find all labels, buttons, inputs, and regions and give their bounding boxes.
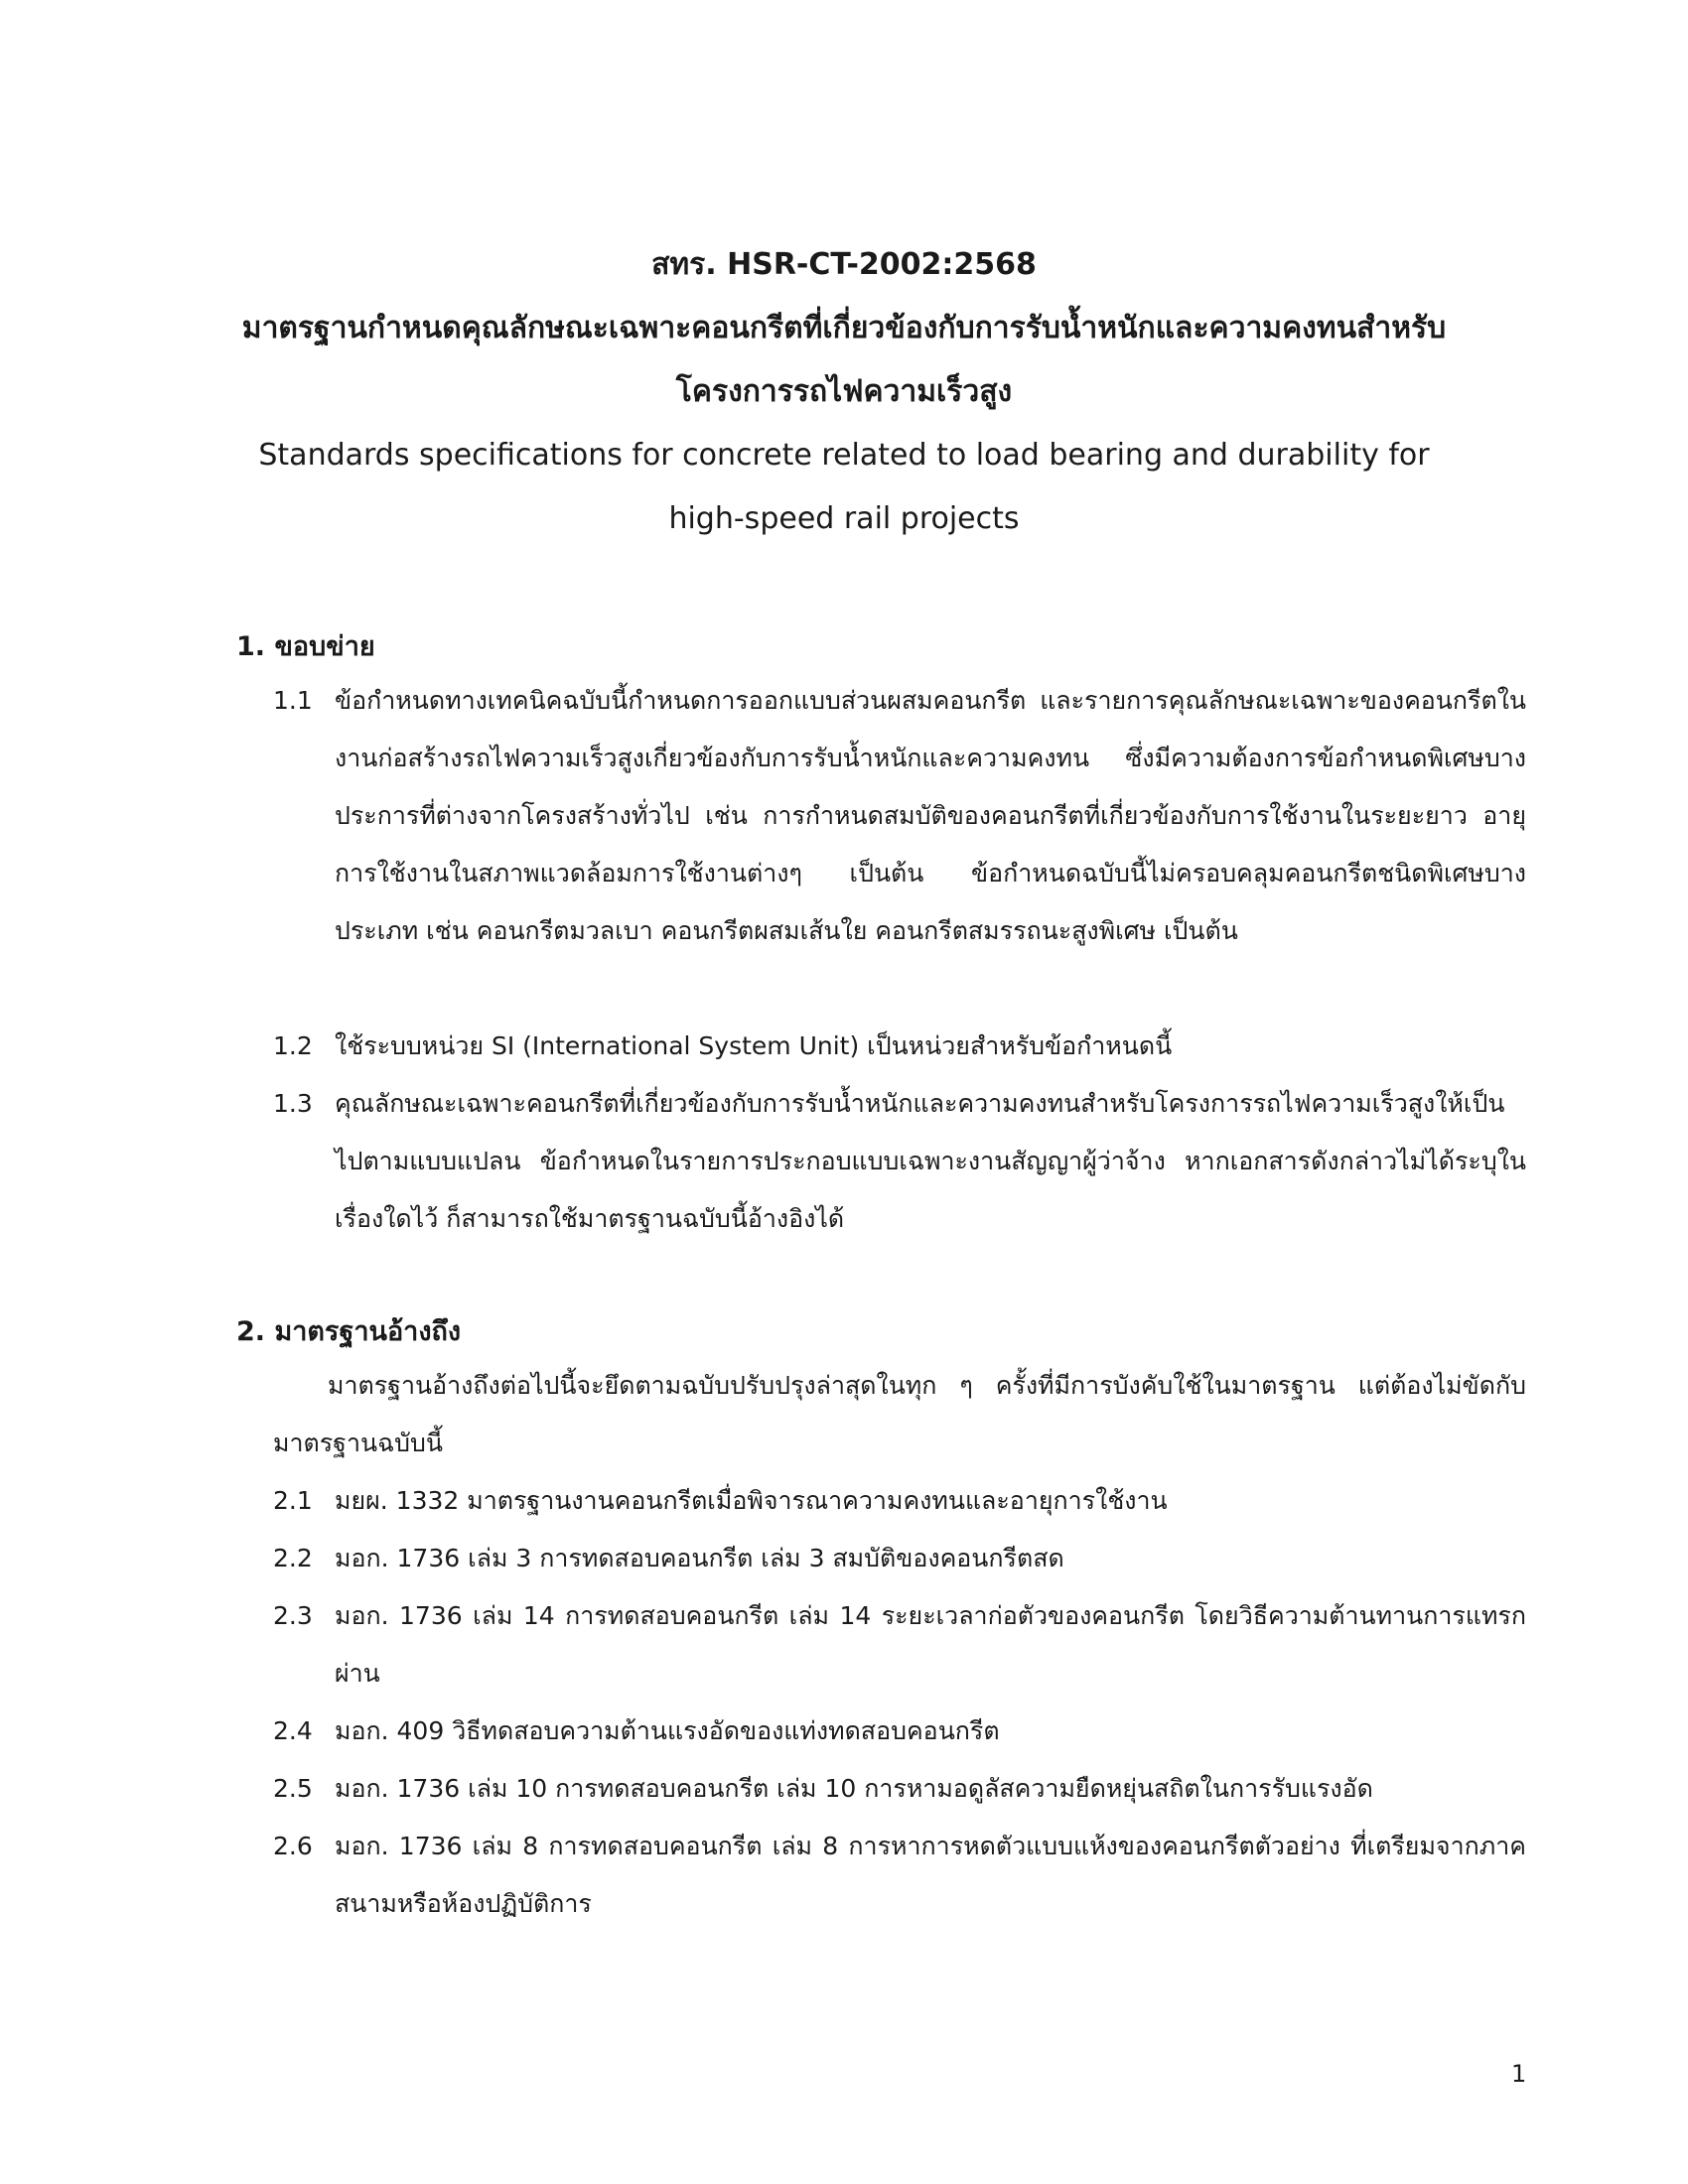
section-intro — [273, 1357, 1526, 1472]
section-heading-references: 2. มาตรฐานอ้างถึง — [236, 1316, 462, 1347]
page-number: 1 — [1511, 2060, 1527, 2088]
item-text: ข้อกำหนดทางเทคนิคฉบับนี้กำหนดการออกแบบส่วนผสมคอนกรีต และรายการคุณลักษณะเฉพาะของคอนกรีตในงานก่อสร้างรถไฟความเร็วสูงเกี่ยวข้องกับการรับน้ำหนักและความคงทน ซึ่งมีความต้องการข้อกำหนดพิเศษบางประการที่ต่างจากโครงสร้างทั่วไป เช่น การกำหนดสมบัติของคอนกรีตที่เกี่ยวข้องกับการใช้งานในระยะยาว อายุการใช้งานในสภาพแวดล้อมการใช้งานต่างๆ เป็นต้น ข้อกำหนดฉบับนี้ไม่ครอบคลุมคอนกรีตชนิดพิเศษบางประเภท เช่น คอนกรีตมวลเบา คอนกรีตผสมเส้นใย คอนกรีตสมรรถนะสูงพิเศษ เป็นต้น — [335, 686, 1526, 945]
list-item — [273, 1075, 1526, 1248]
document-code: สทร. HSR-CT-2002:2568 — [651, 247, 1037, 282]
item-text: มอก. 1736 เล่ม 14 การทดสอบคอนกรีต เล่ม 14 ระยะเวลาก่อตัวของคอนกรีต โดยวิธีความต้านทานการแทรกผ่าน — [335, 1601, 1526, 1688]
item-number: 1.2 — [273, 1031, 313, 1060]
item-number: 2.2 — [273, 1544, 313, 1572]
title-english-line-2: high-speed rail projects — [668, 501, 1020, 536]
title-block — [0, 233, 1688, 551]
item-number: 1.3 — [273, 1089, 313, 1118]
item-text: มยผ. 1332 มาตรฐานงานคอนกรีตเมื่อพิจารณาความคงทนและอายุการใช้งาน — [335, 1486, 1168, 1515]
list-item — [273, 1760, 1526, 1818]
list-item — [273, 1703, 1526, 1760]
list-item — [273, 1587, 1526, 1703]
item-text: มอก. 1736 เล่ม 10 การทดสอบคอนกรีต เล่ม 10 การหามอดูลัสความยืดหยุ่นสถิตในการรับแรงอัด — [335, 1774, 1373, 1803]
item-number: 2.6 — [273, 1832, 313, 1860]
item-number: 2.4 — [273, 1716, 313, 1745]
item-text: ใช้ระบบหน่วย SI (International System Unit) เป็นหน่วยสำหรับข้อกำหนดนี้ — [335, 1031, 1173, 1060]
intro-text: มาตรฐานอ้างถึงต่อไปนี้จะยึดตามฉบับปรับปรุงล่าสุดในทุก ๆ ครั้งที่มีการบังคับใช้ในมาตรฐาน แต่ต้องไม่ขัดกับมาตรฐานฉบับนี้ — [273, 1371, 1526, 1457]
list-item — [273, 672, 1526, 960]
title-thai-line-2: โครงการรถไฟความเร็วสูง — [675, 374, 1013, 409]
list-item — [273, 1018, 1526, 1075]
title-english-line-1: Standards specifications for concrete related to load bearing and durability for — [258, 438, 1430, 473]
list-item — [273, 1530, 1526, 1587]
item-text: มอก. 1736 เล่ม 8 การทดสอบคอนกรีต เล่ม 8 การหาการหดตัวแบบแห้งของคอนกรีตตัวอย่าง ที่เตรียมจากภาคสนามหรือห้องปฏิบัติการ — [335, 1832, 1526, 1918]
item-text: คุณลักษณะเฉพาะคอนกรีตที่เกี่ยวข้องกับการรับน้ำหนักและความคงทนสำหรับโครงการรถไฟความเร็วสูงให้เป็นไปตามแบบแปลน ข้อกำหนดในรายการประกอบแบบเฉพาะงานสัญญาผู้ว่าจ้าง หากเอกสารดังกล่าวไม่ได้ระบุในเรื่องใดไว้ ก็สามารถใช้มาตรฐานฉบับนี้อ้างอิงได้ — [335, 1089, 1526, 1233]
item-text: มอก. 409 วิธีทดสอบความต้านแรงอัดของแท่งทดสอบคอนกรีต — [335, 1716, 1000, 1745]
section-heading-scope: 1. ขอบข่าย — [236, 631, 375, 662]
item-text: มอก. 1736 เล่ม 3 การทดสอบคอนกรีต เล่ม 3 สมบัติของคอนกรีตสด — [335, 1544, 1064, 1572]
item-number: 2.3 — [273, 1601, 313, 1630]
item-number: 2.1 — [273, 1486, 313, 1515]
title-thai-line-1: มาตรฐานกำหนดคุณลักษณะเฉพาะคอนกรีตที่เกี่ยวข้องกับการรับน้ำหนักและความคงทนสำหรับ — [241, 311, 1447, 345]
item-number: 2.5 — [273, 1774, 313, 1803]
list-item — [273, 1818, 1526, 1933]
item-number: 1.1 — [273, 686, 313, 715]
list-item — [273, 1472, 1526, 1530]
